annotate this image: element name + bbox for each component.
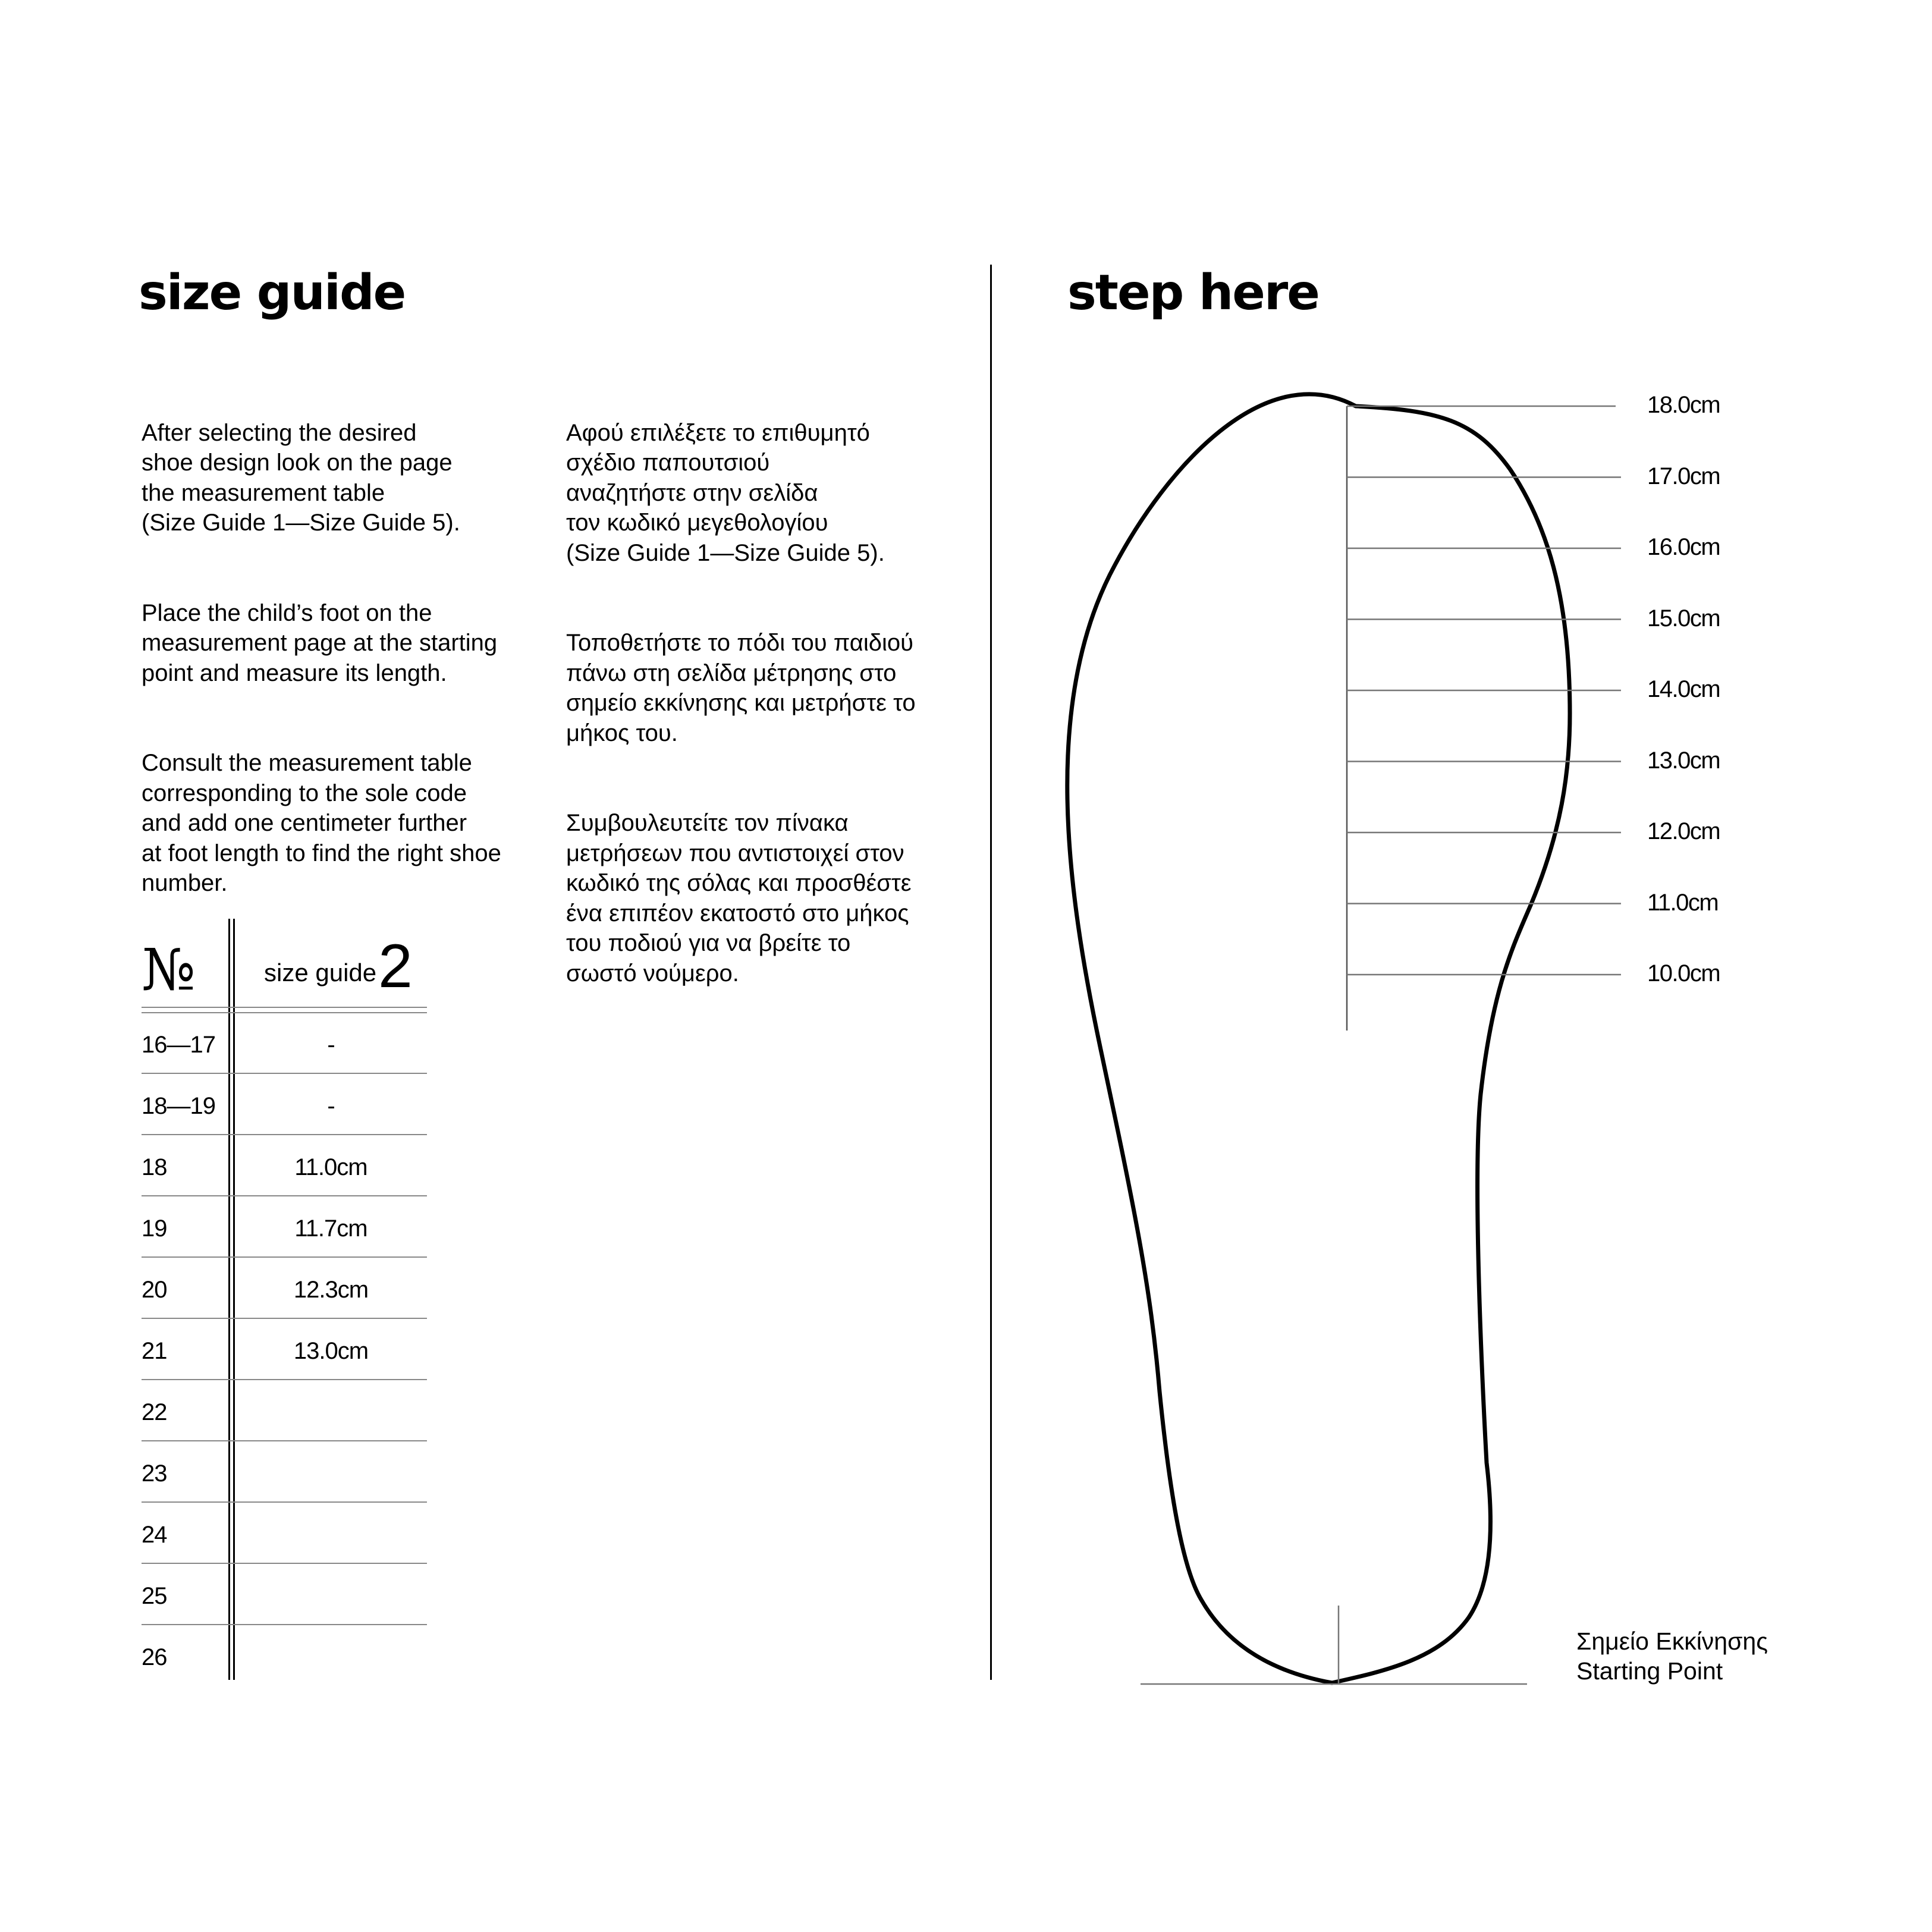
instruction-el-step-2: Τοποθετήστε το πόδι του παιδιού πάνω στη σελίδα μέτρησης στο σημείο εκκίνησης και μετρήστε το μήκος του. [566,630,916,746]
size-guide-title: size guide [139,265,406,321]
foot-outline [1067,394,1570,1683]
starting-point-label [1576,1626,1768,1686]
scale-label: 10.0cm [1647,960,1720,987]
instruction-el-step-3: Συμβουλευτείτε τον πίνακα μετρήσεων που αντιστοιχεί στον κωδικό της σόλας και προσθέστε ένα επιπέον εκατοστό στο μήκος του ποδιού για να βρείτε το σωστό νούμερο. [566,810,912,987]
table-cell-value: 11.7cm [294,1215,367,1242]
scale-label: 11.0cm [1647,889,1719,916]
scale-ticks [1347,406,1621,975]
table-cell-value: 12.3cm [293,1277,369,1303]
instruction-en-step-2: Place the child’s foot on the measurement page at the starting point and measure its length. [142,599,498,686]
table-cell-value: 11.0cm [294,1154,367,1180]
table-cell-size: 20 [142,1277,167,1303]
table-cell-size: 22 [142,1399,167,1425]
starting-point-label-greek: Σημείο Εκκίνησης [1576,1628,1768,1655]
table-cell-value: - [327,1093,335,1119]
table-cell-value: - [327,1032,335,1058]
instruction-en-step-3: Consult the measurement table corresponding to the sole code and add one centimeter further at foot length to find the right shoe number. [142,750,501,896]
table-cell-size: 19 [142,1215,167,1242]
starting-point-label-english: Starting Point [1576,1657,1723,1685]
table-cell-size: 21 [142,1338,167,1364]
scale-label: 17.0cm [1647,463,1720,489]
table-cell-size: 18 [142,1154,167,1180]
instruction-en-step-1: After selecting the desired shoe design look on the page the measurement table (Size Guide 1—Size Guide 5). [142,419,460,536]
table-cell-size: 24 [142,1522,167,1548]
instruction-el-step-1: Αφού επιλέξετε το επιθυμητό σχέδιο παπουτσιού αναζητήστε στην σελίδα τον κωδικό μεγεθολογίου (Size Guide 1—Size Guide 5). [566,419,885,566]
table-number-symbol: № [142,937,196,1003]
table-cell-size: 23 [142,1460,167,1487]
table-cell-size: 16—17 [142,1032,215,1058]
scale-label: 16.0cm [1647,534,1720,560]
table-cell-size: 25 [142,1583,167,1609]
step-here-title: step here [1067,265,1319,321]
scale-label: 14.0cm [1647,676,1720,702]
table-cell-size: 26 [142,1644,167,1670]
table-cell-value: 13.0cm [293,1338,369,1364]
scale-label: 12.0cm [1647,818,1720,844]
scale-label: 13.0cm [1647,747,1720,774]
scale-label: 18.0cm [1647,392,1720,418]
table-cell-size: 18—19 [142,1093,215,1119]
table-header-label: size guide [264,959,377,987]
table-header-number: 2 [378,932,413,1001]
scale-label: 15.0cm [1647,605,1720,632]
